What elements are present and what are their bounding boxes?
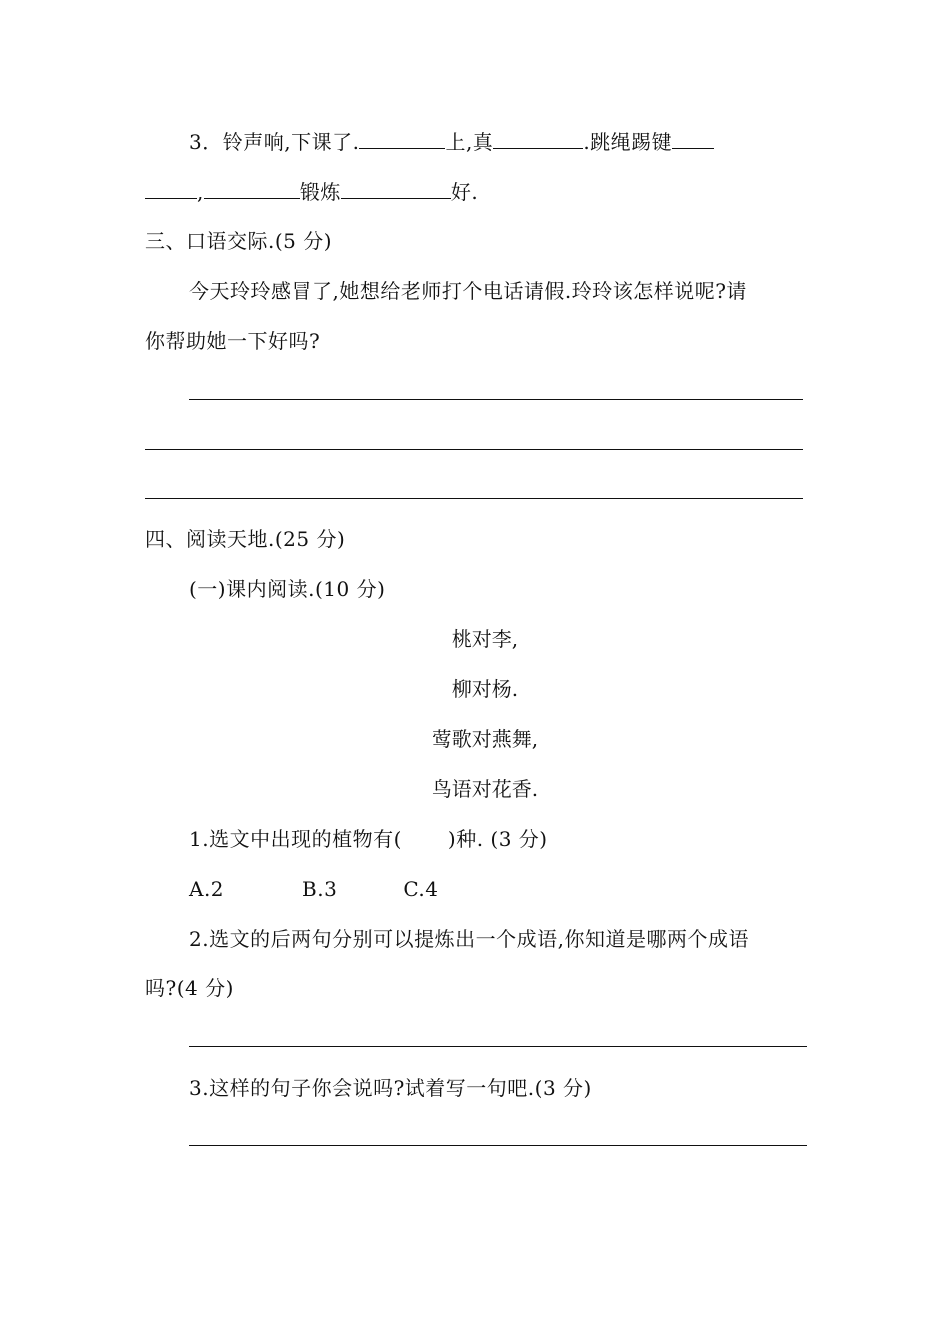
q3-mid1: 上,真: [445, 130, 494, 154]
q3-blank-2[interactable]: [493, 128, 583, 149]
q3-mid2: .跳绳踢键: [583, 130, 673, 154]
answer-line-3[interactable]: [145, 498, 803, 499]
poem-line-3: 莺歌对燕舞,: [431, 727, 539, 751]
q3-sep: ,: [197, 180, 204, 204]
q3-line1: [189, 128, 714, 155]
q3-blank-3b[interactable]: [145, 178, 197, 199]
q1-text-a: 1.选文中出现的植物有(: [189, 827, 402, 851]
q1-option-a[interactable]: A.2: [189, 877, 225, 901]
q3-question: 3.这样的句子你会说吗?试着写一句吧.(3 分): [189, 1076, 592, 1100]
section3-prompt-line2: 你帮助她一下好吗?: [145, 329, 321, 353]
q1-options: [189, 876, 438, 902]
q1-option-c[interactable]: C.4: [403, 877, 439, 901]
poem-line-2: 柳对杨.: [451, 677, 519, 701]
section4-subtitle: (一)课内阅读.(10 分): [189, 577, 386, 601]
poem-line-4: 鸟语对花香.: [431, 777, 539, 801]
q3-blank-5[interactable]: [341, 178, 451, 199]
q3-answer-line[interactable]: [189, 1145, 807, 1146]
q2-answer-line[interactable]: [189, 1046, 807, 1047]
answer-line-1[interactable]: [189, 399, 803, 400]
q2-line2: 吗?(4 分): [145, 976, 234, 1000]
q3-line2: [145, 178, 478, 205]
q1-text-b: )种. (3 分): [447, 827, 548, 851]
q3-prefix: 3．铃声响,下课了.: [189, 130, 360, 154]
q3-duanlian: 锻炼: [299, 180, 341, 204]
q1-question: [189, 826, 548, 852]
q3-blank-3a[interactable]: [672, 128, 714, 149]
poem-line-1: 桃对李,: [451, 627, 519, 651]
answer-line-2[interactable]: [145, 449, 803, 450]
section3-prompt-line1: 今天玲玲感冒了,她想给老师打个电话请假.玲玲该怎样说呢?请: [189, 279, 747, 303]
q1-option-b[interactable]: B.3: [302, 877, 338, 901]
section4-title: 四、阅读天地.(25 分): [145, 527, 346, 551]
q3-blank-4[interactable]: [204, 178, 300, 199]
q3-hao: 好.: [450, 180, 479, 204]
section3-title: 三、口语交际.(5 分): [145, 229, 333, 253]
q2-line1: 2.选文的后两句分别可以提炼出一个成语,你知道是哪两个成语: [189, 927, 749, 951]
q3-blank-1[interactable]: [359, 128, 445, 149]
